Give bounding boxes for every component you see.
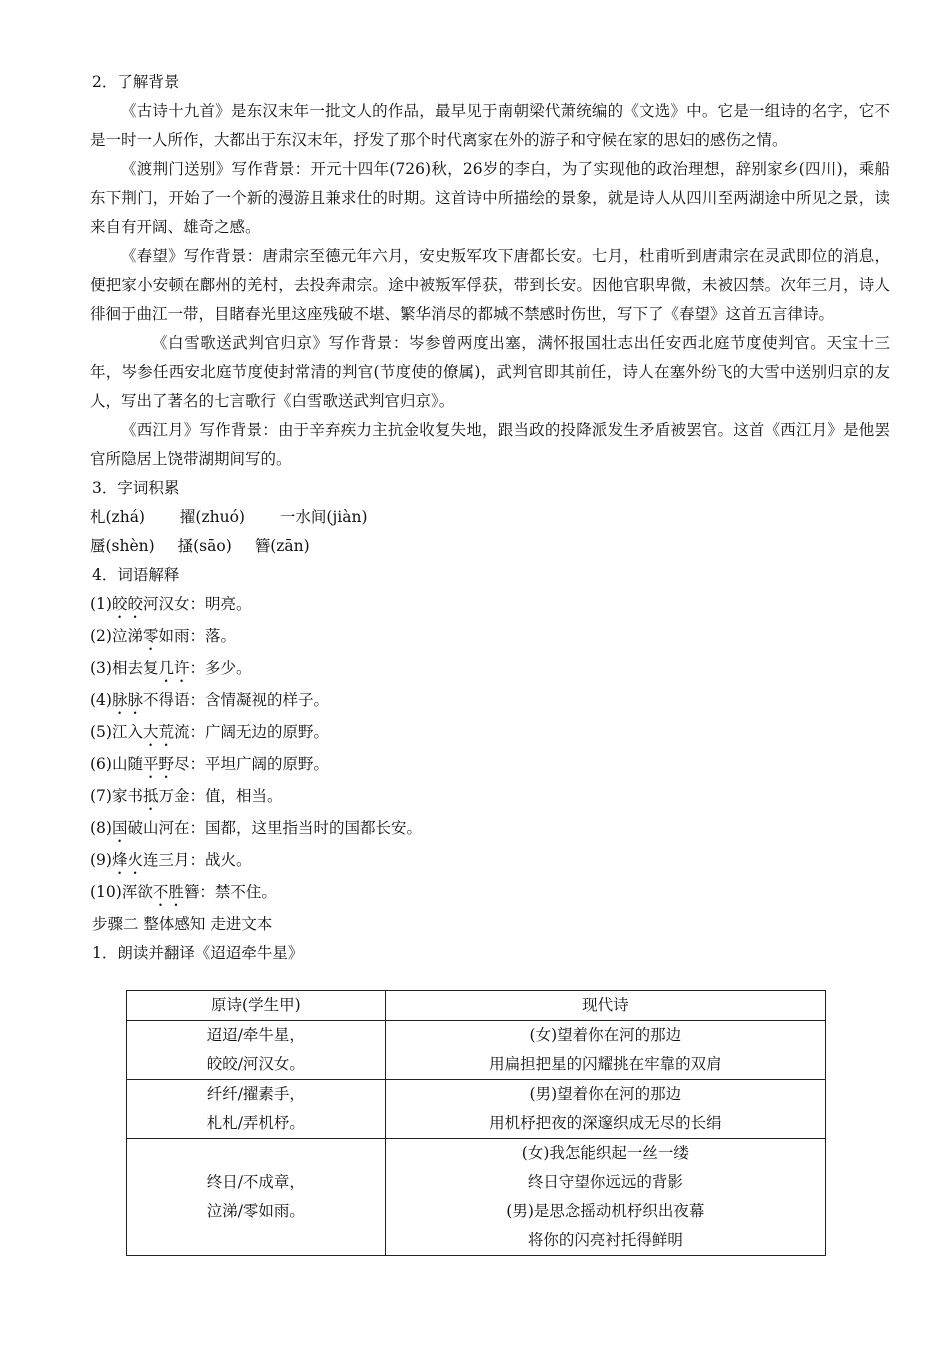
paragraph-baixuege: 《白雪歌送武判官归京》写作背景：岑参曾两度出塞，满怀报国壮志出任安西北庭节度使判官。天宝十三年，岑参任西安北庭节度使封常清的判官(节度使的僚属)，武判官即其前任，诗人在塞外纷飞的大雪中送别归京的友人，写出了著名的七言歌行《白雪歌送武判官归京》。 xyxy=(90,334,890,410)
original-line: 终日/不成章， xyxy=(206,1173,305,1191)
glossary-item xyxy=(90,814,890,846)
glossary-definition: 多少。 xyxy=(205,659,252,677)
glossary-text: 泣涕 xyxy=(111,627,143,645)
glossary-item xyxy=(90,750,890,782)
glossary-text: 不得语： xyxy=(142,691,205,709)
glossary-text: 尽： xyxy=(174,755,206,773)
glossary-text: 相去复 xyxy=(111,659,159,677)
modern-line: 用机杼把夜的深邃织成无尽的长绢 xyxy=(489,1114,722,1132)
glossary-definition: 国都，这里指当时的国都长安。 xyxy=(205,819,423,837)
modern-line: 终日守望你远远的背影 xyxy=(527,1173,683,1191)
modern-poem-cell xyxy=(385,1080,825,1139)
vocab-item: 札(zhá) xyxy=(90,508,145,526)
glossary-text: 簪： xyxy=(183,883,215,901)
glossary-number: (6) xyxy=(90,755,112,773)
original-line: 纤纤/擢素手， xyxy=(206,1085,305,1103)
original-line: 皎皎/河汉女。 xyxy=(206,1055,305,1073)
vocab-row-1 xyxy=(90,503,890,532)
modern-line: 将你的闪亮衬托得鲜明 xyxy=(527,1231,683,1249)
modern-line: 用扁担把星的闪耀挑在牢靠的双肩 xyxy=(489,1055,722,1073)
glossary-item xyxy=(90,622,890,654)
glossary-text: 家书 xyxy=(111,787,143,805)
original-line: 泣涕/零如雨。 xyxy=(206,1202,305,1220)
modern-line: (女)我怎能织起一丝一缕 xyxy=(521,1144,689,1162)
glossary-text: 连三月： xyxy=(142,851,205,869)
glossary-text: 流： xyxy=(174,723,206,741)
poem-translation-table xyxy=(126,990,826,1256)
document-page xyxy=(90,68,890,968)
glossary-keyword: 烽火 xyxy=(111,851,143,869)
glossary-definition: 值，相当。 xyxy=(205,787,283,805)
glossary-text: 万金： xyxy=(158,787,206,805)
glossary-keyword: 几许 xyxy=(158,659,190,677)
glossary-item xyxy=(90,846,890,878)
glossary-definition: 禁不住。 xyxy=(214,883,277,901)
section-heading-background: 2．了解背景 xyxy=(92,73,180,91)
glossary-number: (5) xyxy=(90,723,112,741)
section-heading-glossary: 4．词语解释 xyxy=(92,566,180,584)
glossary-keyword: 脉脉 xyxy=(111,691,143,709)
vocab-row-2 xyxy=(90,532,890,561)
table-header-row xyxy=(127,991,826,1021)
glossary-keyword: 皎皎 xyxy=(111,595,143,613)
glossary-number: (9) xyxy=(90,851,112,869)
section-heading-vocab: 3．字词积累 xyxy=(92,479,180,497)
modern-poem-cell xyxy=(385,1021,825,1080)
glossary-item xyxy=(90,878,890,910)
modern-line: (男)是思念摇动机杼织出夜幕 xyxy=(506,1202,705,1220)
glossary-keyword: 大荒 xyxy=(142,723,174,741)
glossary-definition: 平坦广阔的原野。 xyxy=(205,755,330,773)
glossary-number: (8) xyxy=(90,819,112,837)
table-row xyxy=(127,1080,826,1139)
glossary-number: (2) xyxy=(90,627,112,645)
glossary-item xyxy=(90,782,890,814)
paragraph-chunwang: 《春望》写作背景：唐肃宗至德元年六月，安史叛军攻下唐都长安。七月，杜甫听到唐肃宗在灵武即位的消息，便把家小安顿在鄜州的羌村，去投奔肃宗。途中被叛军俘获，带到长安。因他官职卑微，未被囚禁。次年三月，诗人徘徊于曲江一带，目睹春光里这座残破不堪、繁华消尽的都城不禁感时伤世，写下了《春望》这首五言律诗。 xyxy=(90,247,890,323)
step-heading: 步骤二 整体感知 走进文本 xyxy=(92,915,273,933)
glossary-keyword: 国 xyxy=(111,819,128,837)
glossary-keyword: 抵 xyxy=(142,787,159,805)
glossary-list xyxy=(90,590,890,910)
paragraph-gushi: 《古诗十九首》是东汉末年一批文人的作品，最早见于南朝梁代萧统编的《文选》中。它是一组诗的名字，它不是一时一人所作，大都出于东汉末年，抒发了那个时代离家在外的游子和守候在家的思妇的感伤之情。 xyxy=(90,102,890,149)
glossary-text: 破山河在： xyxy=(127,819,205,837)
glossary-text: 如雨： xyxy=(158,627,206,645)
glossary-number: (1) xyxy=(90,595,112,613)
glossary-text: ： xyxy=(189,659,206,677)
glossary-text: 河汉女： xyxy=(142,595,205,613)
glossary-definition: 含情凝视的样子。 xyxy=(205,691,330,709)
header-modern: 现代诗 xyxy=(385,991,825,1021)
glossary-definition: 落。 xyxy=(205,627,237,645)
glossary-text: 山随 xyxy=(111,755,143,773)
original-line: 札札/弄机杼。 xyxy=(206,1114,305,1132)
glossary-definition: 广阔无边的原野。 xyxy=(205,723,330,741)
table-row xyxy=(127,1139,826,1256)
glossary-item xyxy=(90,686,890,718)
original-poem-cell xyxy=(127,1080,386,1139)
glossary-number: (3) xyxy=(90,659,112,677)
table-row xyxy=(127,1021,826,1080)
paragraph-jingmen: 《渡荆门送别》写作背景：开元十四年(726)秋，26岁的李白，为了实现他的政治理想，辞别家乡(四川)，乘船东下荆门，开始了一个新的漫游且兼求仕的时期。这首诗中所描绘的景象，就是诗人从四川至两湖途中所见之景，读来自有开阔、雄奇之感。 xyxy=(90,160,890,236)
glossary-item xyxy=(90,718,890,750)
vocab-item: 蜃(shèn) xyxy=(90,537,155,555)
glossary-keyword: 零 xyxy=(142,627,159,645)
step-subheading: 1．朗读并翻译《迢迢牵牛星》 xyxy=(92,944,304,962)
modern-line: (男)望着你在河的那边 xyxy=(529,1085,682,1103)
glossary-text: 江入 xyxy=(111,723,143,741)
header-original: 原诗(学生甲) xyxy=(127,991,386,1021)
original-line: 迢迢/牵牛星， xyxy=(206,1026,305,1044)
glossary-number: (10) xyxy=(90,883,122,901)
glossary-text: 浑欲 xyxy=(121,883,153,901)
vocab-item: 擢(zhuó) xyxy=(179,508,245,526)
modern-poem-cell xyxy=(385,1139,825,1256)
vocab-item: 一水间(jiàn) xyxy=(279,508,368,526)
paragraph-xijiangyue: 《西江月》写作背景：由于辛弃疾力主抗金收复失地，跟当政的投降派发生矛盾被罢官。这首《西江月》是他罢官所隐居上饶带湖期间写的。 xyxy=(90,421,890,468)
glossary-keyword: 平野 xyxy=(142,755,174,773)
glossary-item xyxy=(90,590,890,622)
glossary-number: (7) xyxy=(90,787,112,805)
vocab-item: 搔(sāo) xyxy=(177,537,232,555)
glossary-number: (4) xyxy=(90,691,112,709)
glossary-keyword: 不胜 xyxy=(152,883,184,901)
glossary-item xyxy=(90,654,890,686)
modern-line: (女)望着你在河的那边 xyxy=(529,1026,682,1044)
vocab-item: 簪(zān) xyxy=(254,537,310,555)
original-poem-cell xyxy=(127,1021,386,1080)
glossary-definition: 明亮。 xyxy=(205,595,252,613)
glossary-definition: 战火。 xyxy=(205,851,252,869)
original-poem-cell xyxy=(127,1139,386,1256)
